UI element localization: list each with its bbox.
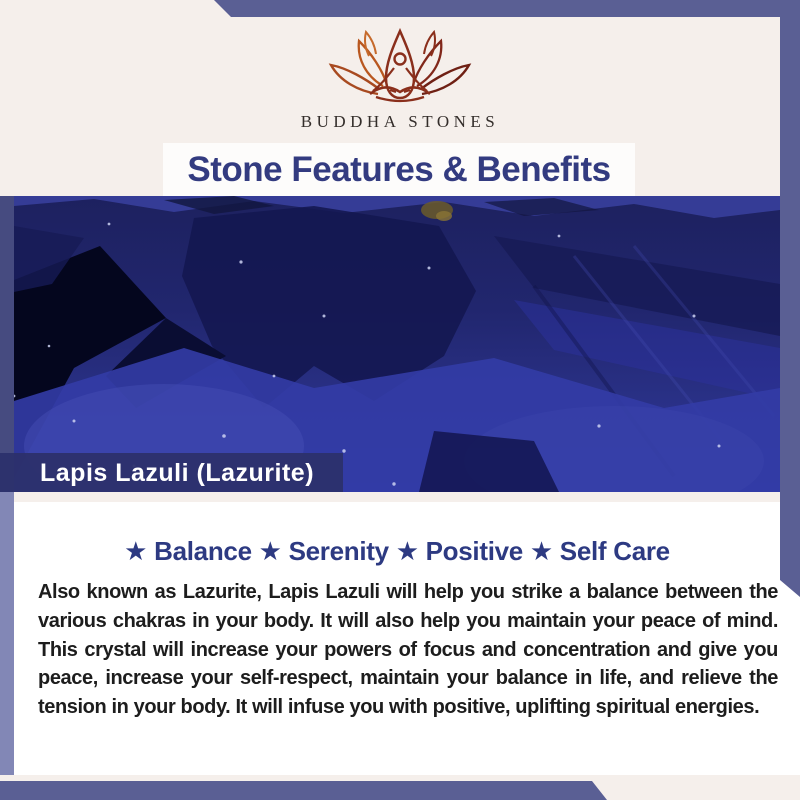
stone-description xyxy=(38,578,778,722)
title-band xyxy=(163,143,635,196)
frame-left-strip-lower xyxy=(0,492,14,781)
lapis-lazuli-photo xyxy=(14,196,780,492)
stone-name-label: Lapis Lazuli (Lazurite) xyxy=(40,459,315,487)
stone-name-band xyxy=(0,453,343,492)
description-line: various chakras in your body. It will also help you maintain your peace of mind. xyxy=(38,609,778,632)
page-title: Stone Features & Benefits xyxy=(187,150,611,189)
description-line: peace, increase your self-respect, maintain your balance in life, and relieve the xyxy=(38,667,778,690)
frame-left-strip-upper xyxy=(0,196,14,492)
description-line: This crystal will increase your powers of focus and concentration and give you xyxy=(38,638,778,661)
benefit-keywords: ★ Balance ★ Serenity ★ Positive ★ Self Care xyxy=(124,536,670,566)
cream-divider-strip xyxy=(14,492,780,503)
description-line: tension in your body. It will infuse you with positive, uplifting spiritual energies. xyxy=(38,696,760,719)
description-line: Also known as Lazurite, Lapis Lazuli will help you strike a balance between the xyxy=(38,581,778,603)
lotus-meditation-icon xyxy=(320,28,480,112)
brand-name: BUDDHA STONES xyxy=(300,112,500,131)
